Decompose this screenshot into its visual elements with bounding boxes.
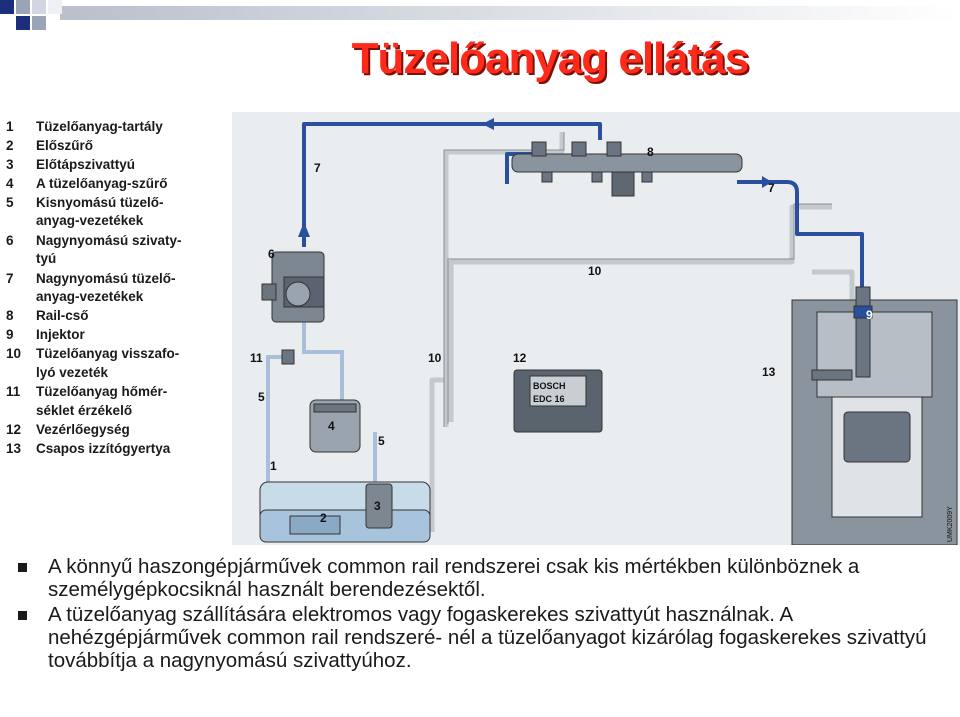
label-7a: 7 <box>314 161 321 175</box>
fuel-filter <box>310 400 360 452</box>
fuel-system-svg <box>232 112 960 545</box>
legend-item: 3 Előtápszivattyú <box>6 157 136 172</box>
label-5b: 5 <box>378 434 385 448</box>
legend-item: 1 Tüzelőanyag-tartály <box>6 119 163 134</box>
legend-item: 12 Vezérlőegység <box>6 422 130 437</box>
flow-arrows <box>298 118 772 237</box>
return-lines <box>432 132 852 532</box>
bullet-list <box>14 555 949 674</box>
page-title: Tüzelőanyag ellátás <box>351 34 749 83</box>
bullet-text: A tüzelőanyag szállítására elektromos vagy fogaskerekes szivattyút használnak. A nehézgépjárművek common rail rendszeré- nél a tüzelőanyagot kizárólag fogaskerekes szivattyú továbbítja a nagynyomású szivattyúhoz. <box>48 603 927 672</box>
label-2: 2 <box>320 511 327 525</box>
legend-item: 2 Előszűrő <box>6 138 94 153</box>
legend-item: lyó vezeték <box>36 365 109 380</box>
legend-item: 10 Tüzelőanyag visszafo- <box>6 346 180 361</box>
label-5a: 5 <box>258 390 265 404</box>
bullet-marker <box>18 611 27 620</box>
legend-item: 4 A tüzelőanyag-szűrő <box>6 176 168 191</box>
label-1: 1 <box>270 459 277 473</box>
decorative-squares <box>0 0 960 30</box>
legend-item: séklet érzékelő <box>36 403 133 418</box>
bullet-marker <box>18 563 27 572</box>
bullet-item <box>14 555 949 601</box>
temperature-sensor <box>282 350 294 364</box>
diagram-code-label: UMK2009Y <box>947 506 954 542</box>
legend-item: 8 Rail-cső <box>6 308 89 323</box>
legend-item: 13 Csapos izzítógyertya <box>6 441 171 456</box>
bullet-text: A könnyű haszongépjárművek common rail rendszerei csak kis mértékben különböznek a személygépkocsiknál használt berendezésektől. <box>48 555 860 601</box>
label-9: 9 <box>866 308 873 322</box>
decorative-top-bar <box>0 0 960 30</box>
label-3: 3 <box>374 499 381 513</box>
bullet-item <box>14 603 949 672</box>
fuel-tank <box>260 482 430 542</box>
engine-cutaway <box>792 287 957 545</box>
legend-item: 9 Injektor <box>6 327 85 342</box>
label-11: 11 <box>250 351 263 365</box>
high-pressure-pump <box>262 252 324 322</box>
legend-item: anyag-vezetékek <box>36 213 144 228</box>
label-4: 4 <box>328 419 335 433</box>
legend-item: 6 Nagynyomású szivaty- <box>6 233 182 248</box>
legend-item: 11 Tüzelőanyag hőmér- <box>6 384 168 399</box>
label-13: 13 <box>762 365 776 379</box>
label-8: 8 <box>647 145 654 159</box>
legend-item: 5 Kisnyomású tüzelő- <box>6 195 164 210</box>
ecu-brand-label: BOSCH <box>533 381 566 391</box>
label-6: 6 <box>268 247 275 261</box>
label-7b: 7 <box>768 181 775 195</box>
ecu-model-label: EDC 16 <box>533 394 565 404</box>
label-10a: 10 <box>588 264 602 278</box>
legend-item: anyag-vezetékek <box>36 289 144 304</box>
legend-item: 7 Nagynyomású tüzelő- <box>6 271 176 286</box>
common-rail <box>512 142 742 196</box>
legend <box>0 115 240 460</box>
label-12: 12 <box>513 351 527 365</box>
label-10b: 10 <box>428 351 442 365</box>
legend-item: tyú <box>36 251 57 266</box>
fuel-system-diagram <box>232 112 960 545</box>
